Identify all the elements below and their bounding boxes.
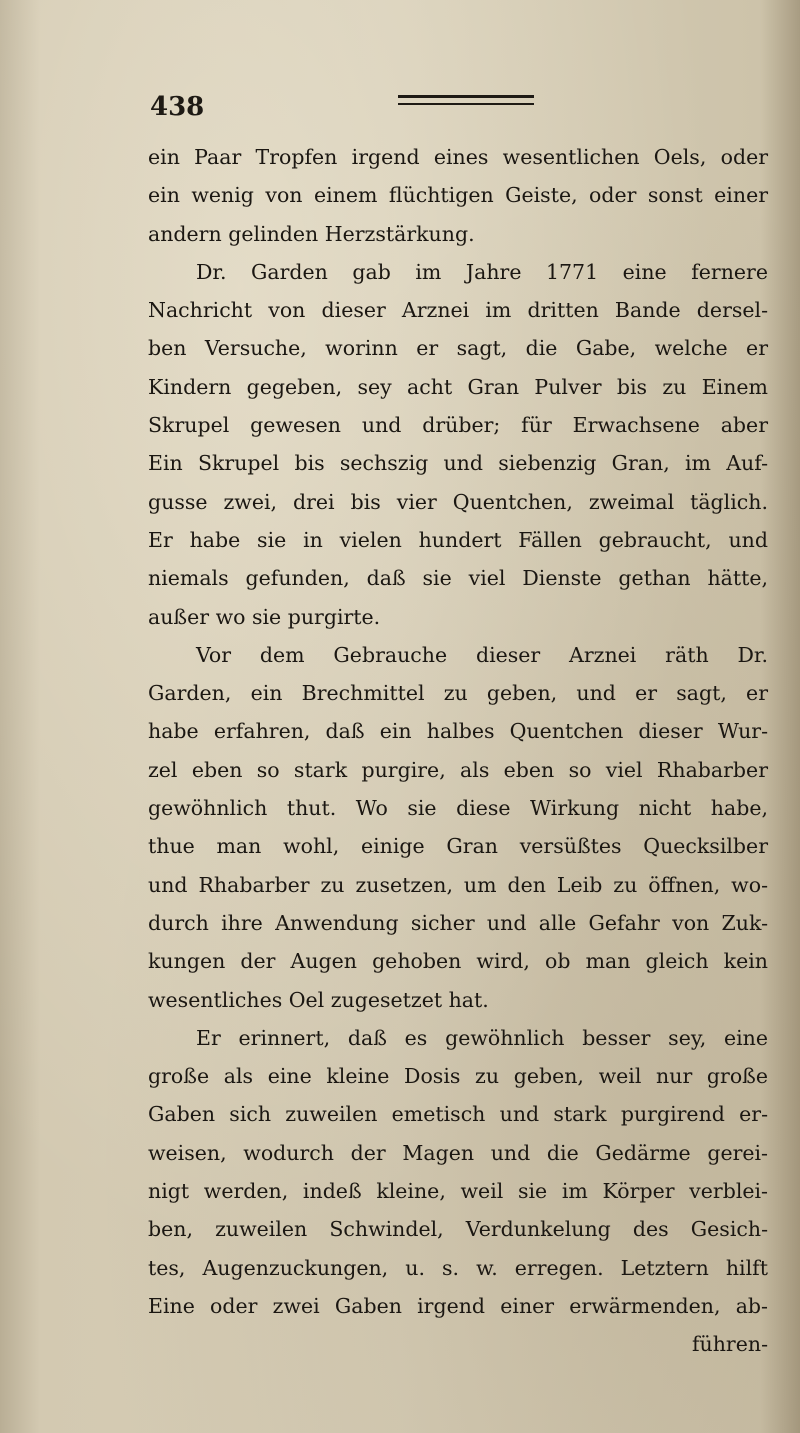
text-line: Vor dem Gebrauche dieser Arznei räth Dr. [196, 642, 768, 667]
text-line: zel eben so stark purgire, als eben so viel Rhabarber [148, 757, 768, 782]
text-line: kungen der Augen gehoben wird, ob man gleich kein [148, 949, 768, 974]
text-line: andern gelinden Herzstärkung. [148, 221, 475, 246]
text-line: außer wo sie purgirte. [148, 604, 381, 629]
text-line: ein wenig von einem flüchtigen Geiste, oder sonst einer [148, 183, 768, 208]
text-line: Gaben sich zuweilen emetisch und stark purgirend er- [148, 1102, 768, 1127]
text-line: Er erinnert, daß es gewöhnlich besser sey, eine [196, 1025, 768, 1050]
body-text [148, 138, 768, 1364]
text-line: tes, Augenzuckungen, u. s. w. erregen. Letztern hilft [148, 1255, 768, 1280]
text-line: ben, zuweilen Schwindel, Verdunkelung des Gesich- [148, 1217, 768, 1242]
text-line: Ein Skrupel bis sechszig und siebenzig Gran, im Auf- [148, 451, 768, 476]
text-line: Er habe sie in vielen hundert Fällen gebraucht, und [148, 527, 768, 552]
text-line: ein Paar Tropfen irgend eines wesentlichen Oels, oder [148, 145, 768, 169]
text-line: Eine oder zwei Gaben irgend einer erwärmenden, ab- [148, 1293, 768, 1318]
text-line: große als eine kleine Dosis zu geben, weil nur große [148, 1064, 768, 1089]
text-line: führen- [691, 1332, 768, 1357]
text-line: durch ihre Anwendung sicher und alle Gefahr von Zuk- [148, 910, 768, 935]
text-line: nigt werden, indeß kleine, weil sie im Körper verblei- [148, 1179, 768, 1204]
header-rule [398, 95, 534, 105]
text-line: Kindern gegeben, sey acht Gran Pulver bis zu Einem [148, 374, 768, 399]
text-line: Skrupel gewesen und drüber; für Erwachsene aber [148, 413, 768, 438]
text-line: wesentliches Oel zugesetzet hat. [148, 987, 489, 1012]
text-line: thue man wohl, einige Gran versüßtes Quecksilber [148, 834, 768, 859]
text-line: Dr. Garden gab im Jahre 1771 eine fernere [196, 259, 768, 284]
text-line: weisen, wodurch der Magen und die Gedärme gerei- [148, 1140, 768, 1165]
text-line: ben Versuche, worinn er sagt, die Gabe, welche er [148, 336, 768, 361]
text-line: Nachricht von dieser Arznei im dritten Bande dersel- [148, 298, 768, 323]
text-line: und Rhabarber zu zusetzen, um den Leib zu öffnen, wo- [148, 872, 768, 897]
text-line: habe erfahren, daß ein halbes Quentchen dieser Wur- [148, 719, 768, 744]
text-line: niemals gefunden, daß sie viel Dienste gethan hätte, [148, 566, 768, 591]
text-line: gewöhnlich thut. Wo sie diese Wirkung nicht habe, [148, 796, 768, 821]
page-number: 438 [150, 92, 205, 122]
text-line: gusse zwei, drei bis vier Quentchen, zweimal täglich. [148, 489, 768, 514]
text-line: Garden, ein Brechmittel zu geben, und er sagt, er [148, 681, 768, 706]
